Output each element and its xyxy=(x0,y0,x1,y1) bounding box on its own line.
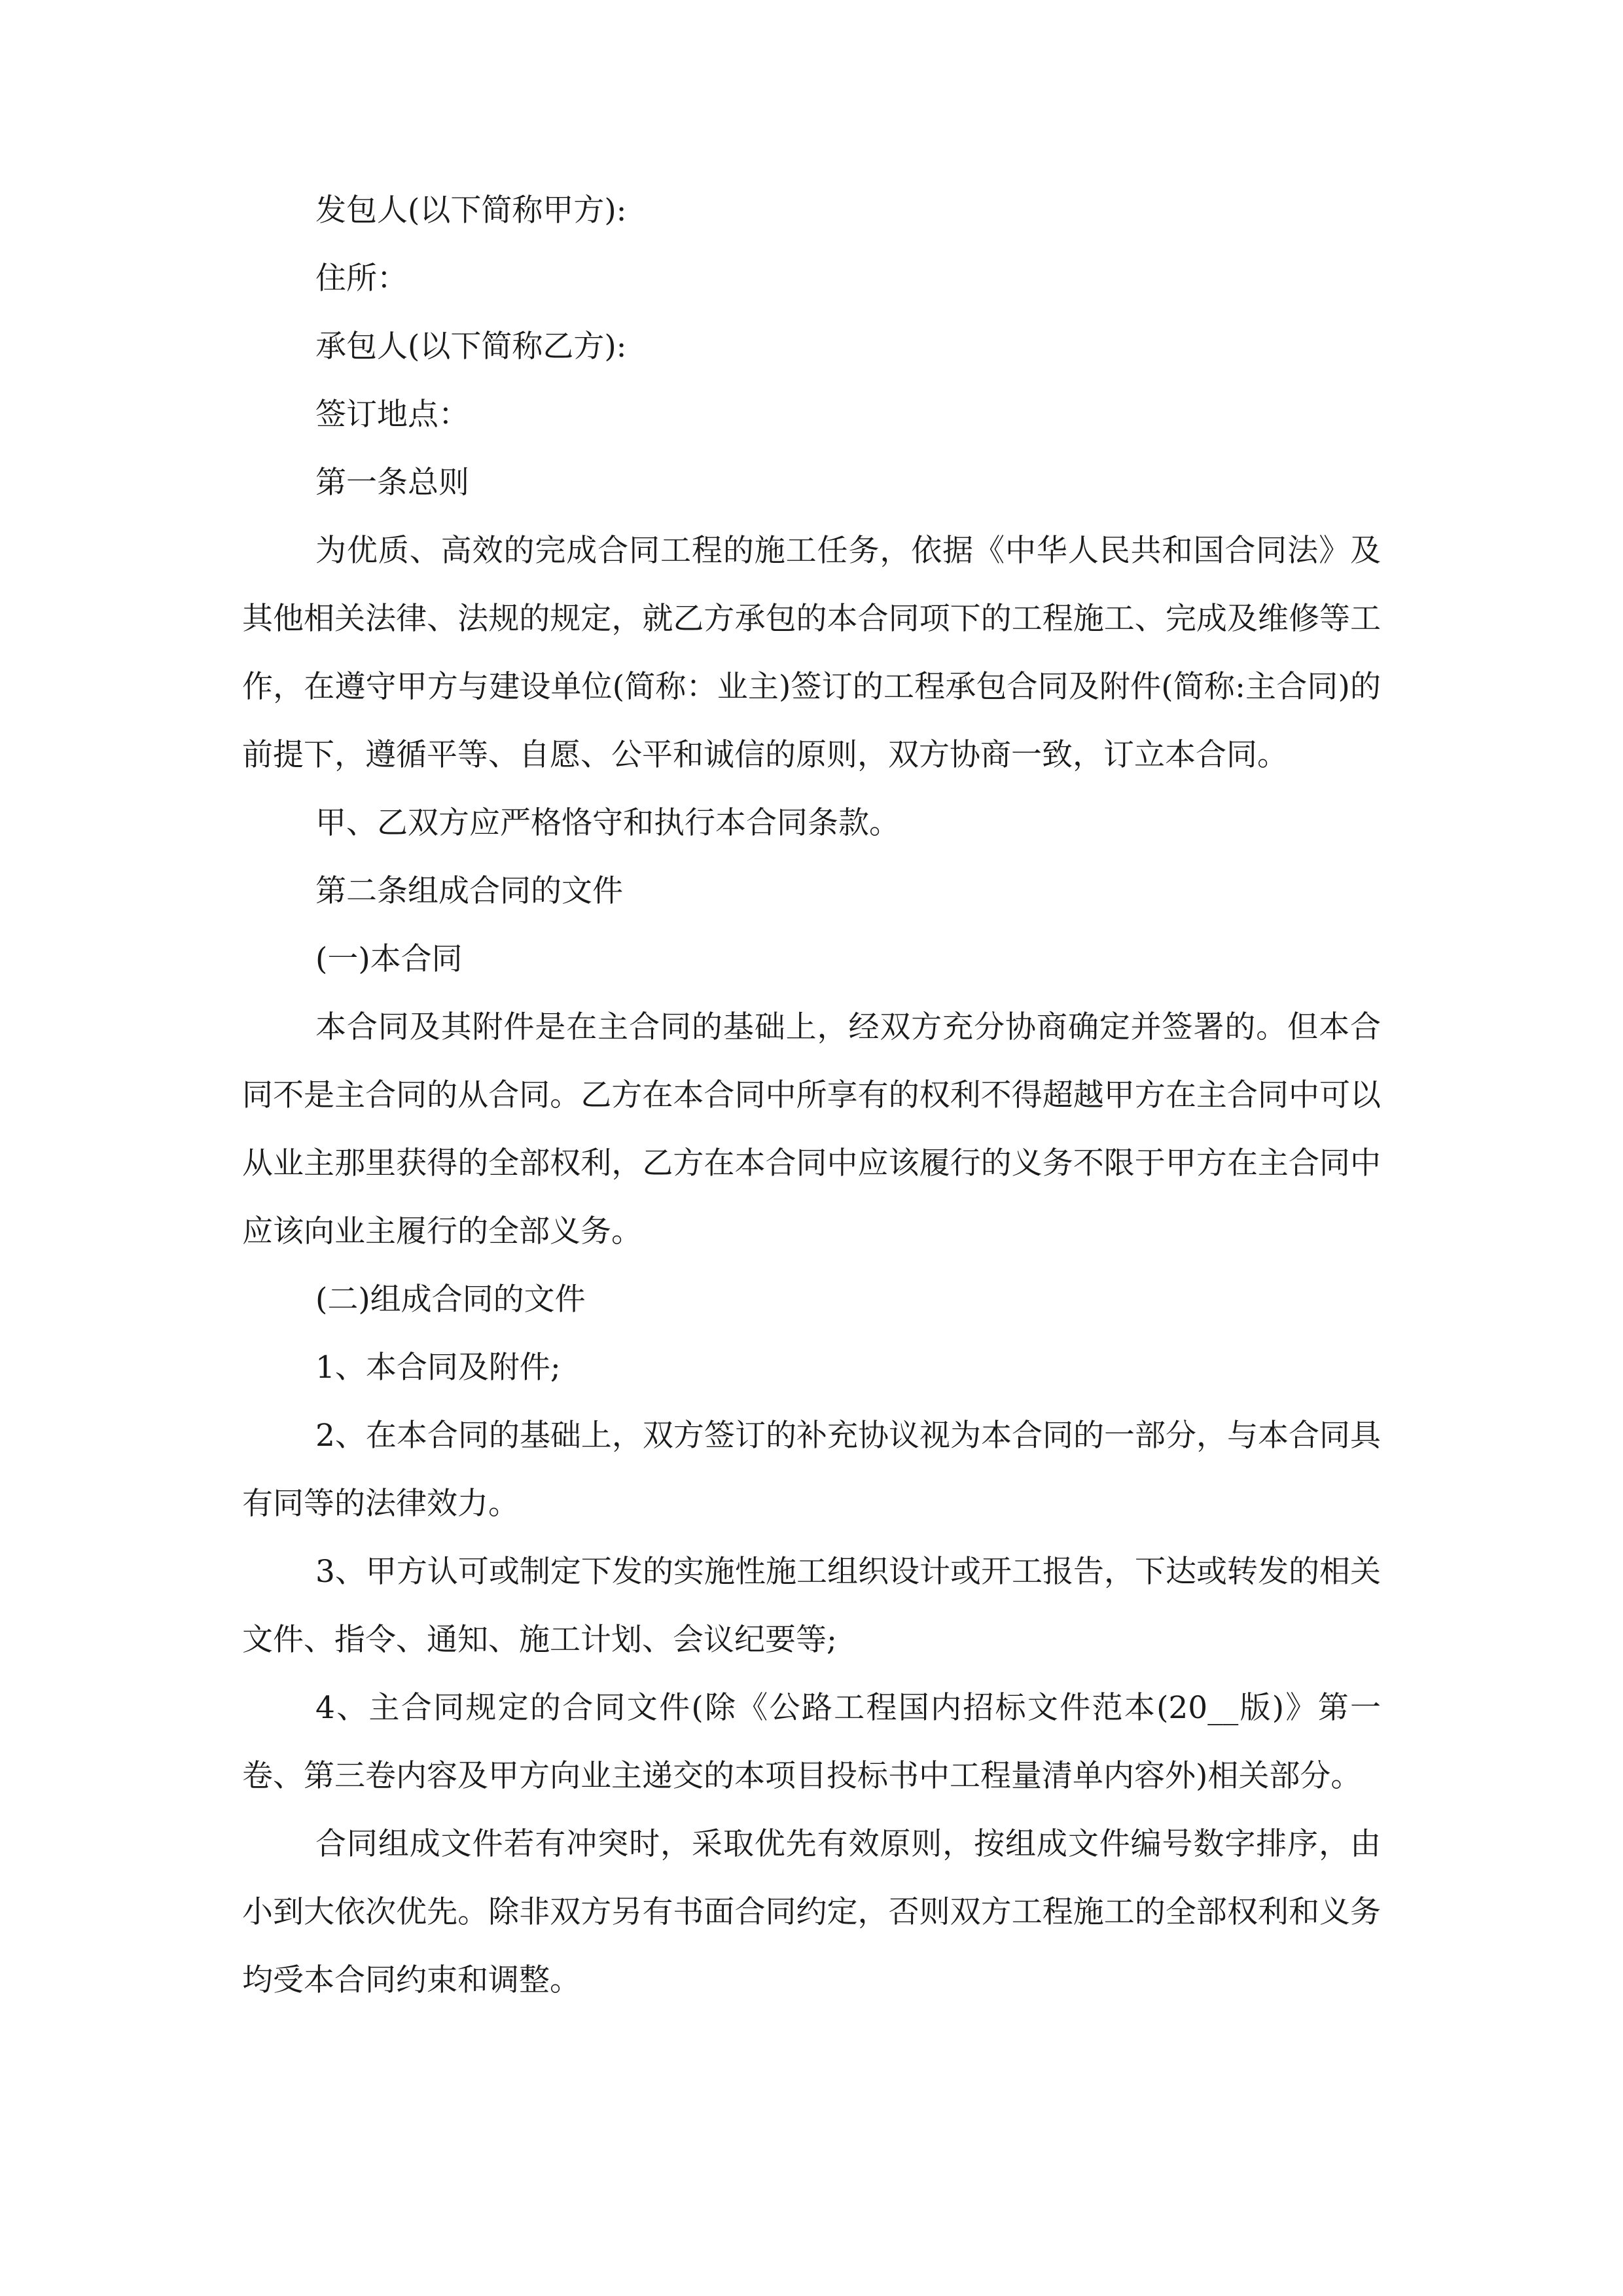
party-b-line: 承包人(以下简称乙方): xyxy=(315,329,627,365)
article-1-paragraph: 为优质、高效的完成合同工程的施工任务，依据《中华人民共和国合同法》及其他相关法律、法规的规定，就乙方承包的本合同项下的工程施工、完成及维修等工作，在遵守甲方与建设单位(简称：业主)签订的工程承包合同及附件(简称:主合同)的前提下，遵循平等、自愿、公平和诚信的原则，双方协商一致，订立本合同。 xyxy=(242,533,1381,773)
section-2-heading: (二)组成合同的文件 xyxy=(315,1282,586,1318)
address-line: 住所： xyxy=(315,260,408,296)
priority-paragraph: 合同组成文件若有冲突时，采取优先有效原则，按组成文件编号数字排序，由小到大依次优先。除非双方另有书面合同约定，否则双方工程施工的全部权利和义务均受本合同约束和调整。 xyxy=(242,1826,1381,1998)
list-item-3: 3、甲方认可或制定下发的实施性施工组织设计或开工报告，下达或转发的相关文件、指令、通知、施工计划、会议纪要等; xyxy=(242,1554,1381,1658)
contract-page xyxy=(242,177,1381,2015)
section-1-paragraph: 本合同及其附件是在主合同的基础上，经双方充分协商确定并签署的。但本合同不是主合同的从合同。乙方在本合同中所享有的权利不得超越甲方在主合同中可以从业主那里获得的全部权利，乙方在本合同中应该履行的义务不限于甲方在主合同中应该向业主履行的全部义务。 xyxy=(242,1009,1381,1249)
party-a-line: 发包人(以下简称甲方): xyxy=(315,192,627,228)
article-1-compliance: 甲、乙双方应严格恪守和执行本合同条款。 xyxy=(315,805,900,841)
section-1-heading: (一)本合同 xyxy=(315,941,463,977)
signing-place-line: 签订地点： xyxy=(315,397,469,433)
list-item-1: 1、本合同及附件; xyxy=(315,1350,561,1386)
list-item-4: 4、主合同规定的合同文件(除《公路工程国内招标文件范本(20__版)》第一卷、第三卷内容及甲方向业主递交的本项目投标书中工程量清单内容外)相关部分。 xyxy=(242,1690,1381,1794)
list-item-2: 2、在本合同的基础上，双方签订的补充协议视为本合同的一部分，与本合同具有同等的法律效力。 xyxy=(242,1418,1381,1522)
article-2-heading: 第二条组成合同的文件 xyxy=(315,873,623,909)
article-1-heading: 第一条总则 xyxy=(315,465,469,501)
